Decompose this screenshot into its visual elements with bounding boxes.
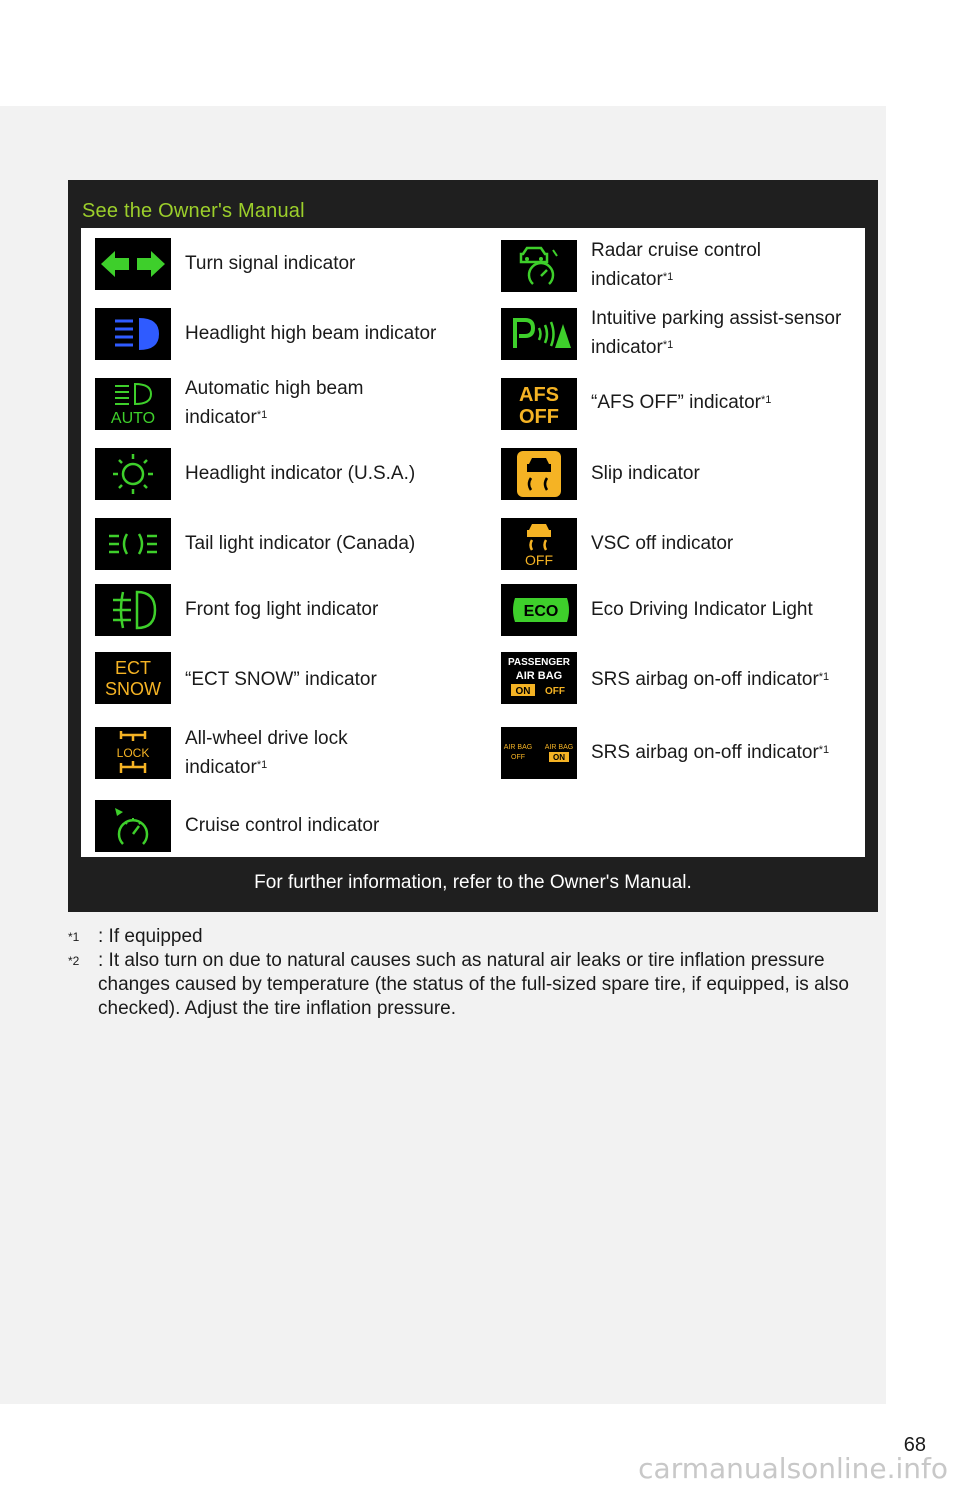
indicator-label-line1: Automatic high beam	[185, 378, 364, 399]
indicator-item-auto-high-beam	[95, 374, 475, 432]
indicator-row	[81, 306, 865, 362]
headlight-sun-icon	[95, 448, 171, 500]
parking-assist-icon	[501, 308, 577, 360]
radar-cruise-icon	[501, 240, 577, 292]
indicator-row	[81, 374, 865, 432]
indicator-item-srs-airbag-2	[501, 724, 865, 784]
footnote-mark	[68, 949, 79, 979]
indicator-row	[81, 582, 865, 638]
footnote-ref: *1	[818, 671, 830, 683]
indicator-label: Headlight indicator (U.S.A.)	[185, 463, 416, 484]
icon-text: AUTO	[110, 410, 156, 427]
icon-text: LOCK	[116, 746, 150, 760]
indicator-row	[81, 236, 865, 292]
indicator-item-cruise	[95, 796, 475, 852]
indicator-item-front-fog	[95, 582, 475, 638]
icon-text: OFF	[511, 754, 525, 761]
footnote-item	[68, 949, 888, 1021]
footnote-text: : If equipped	[98, 926, 203, 947]
indicator-label	[591, 738, 829, 767]
indicator-item-radar-cruise	[501, 236, 865, 292]
indicator-label-text: indicator	[185, 407, 257, 428]
indicator-label-text: indicator	[591, 269, 663, 290]
indicator-label-text: SRS airbag on-off indicator	[591, 742, 819, 763]
front-fog-icon	[95, 584, 171, 636]
icon-text: ECO	[523, 603, 559, 620]
indicator-item-awd-lock	[95, 724, 475, 784]
indicator-row	[81, 724, 865, 784]
icon-text: ON	[515, 686, 531, 697]
indicator-label: Cruise control indicator	[185, 815, 380, 836]
indicator-label: “ECT SNOW” indicator	[185, 669, 377, 690]
footnote-item	[68, 925, 888, 949]
footnote-text: : It also turn on due to natural causes such as natural air leaks or tire inflation pressure changes caused by temperature (the status of the full-sized spare tire, if equipped, is also checked). Adjust the tire inflation pressure.	[98, 950, 849, 1019]
indicator-label: VSC off indicator	[591, 533, 734, 554]
indicator-label-line1: Radar cruise control	[591, 240, 762, 261]
indicator-panel	[68, 180, 878, 912]
footnotes	[68, 925, 888, 1021]
footnote-ref: *1	[818, 744, 830, 756]
indicator-label	[591, 665, 829, 694]
icon-text: AIR BAG	[503, 744, 533, 751]
indicator-label-text: indicator	[591, 337, 663, 358]
indicator-label-text: indicator	[185, 757, 257, 778]
icon-text: ON	[553, 753, 565, 762]
indicator-label-text: “AFS OFF” indicator	[591, 392, 761, 413]
indicator-row	[81, 516, 865, 572]
indicator-label	[185, 724, 348, 782]
icon-text: AFS	[519, 384, 559, 406]
icon-text: SNOW	[105, 679, 161, 699]
indicator-row	[81, 446, 865, 502]
indicator-label-text: SRS airbag on-off indicator	[591, 669, 819, 690]
vsc-off-icon	[501, 518, 577, 570]
icon-text: PASSENGER	[507, 657, 571, 668]
cruise-control-icon	[95, 800, 171, 852]
tail-light-icon	[95, 518, 171, 570]
indicator-label: Tail light indicator (Canada)	[185, 533, 416, 554]
indicator-item-srs-airbag-1	[501, 648, 865, 708]
auto-high-beam-icon	[95, 378, 171, 430]
indicator-grid	[81, 228, 865, 857]
indicator-label	[591, 388, 771, 417]
awd-lock-icon	[95, 727, 171, 779]
footnote-ref: *1	[760, 394, 772, 406]
indicator-label-line2	[185, 403, 364, 432]
indicator-item-vsc-off	[501, 516, 865, 572]
footnote-mark-text: *2	[68, 954, 80, 968]
footnote-ref: *1	[662, 271, 674, 283]
indicator-label	[185, 374, 364, 432]
indicator-item-eco	[501, 582, 865, 638]
indicator-item-headlight	[95, 446, 475, 502]
icon-text: OFF	[519, 406, 559, 428]
panel-header	[82, 194, 864, 226]
icon-text: OFF	[545, 686, 565, 697]
indicator-label: Headlight high beam indicator	[185, 323, 437, 344]
footnote-ref: *1	[662, 339, 674, 351]
passenger-airbag-icon	[501, 652, 577, 704]
page-number: 68	[903, 1434, 926, 1456]
airbag-on-off-icon	[501, 727, 577, 779]
indicator-row	[81, 648, 865, 708]
icon-text: AIR BAG	[515, 670, 563, 682]
indicator-item-afs-off	[501, 374, 865, 432]
indicator-label: Eco Driving Indicator Light	[591, 599, 813, 620]
indicator-label-line1: All-wheel drive lock	[185, 728, 348, 749]
indicator-label: Front fog light indicator	[185, 599, 379, 620]
indicator-item-ect-snow	[95, 648, 475, 708]
indicator-item-high-beam	[95, 306, 475, 362]
footnote-ref: *1	[256, 759, 268, 771]
panel-title: See the Owner's Manual	[82, 200, 305, 222]
slip-car-icon	[501, 448, 577, 500]
ect-snow-icon	[95, 652, 171, 704]
indicator-label-line1: Intuitive parking assist-sensor	[591, 308, 842, 329]
indicator-label	[591, 304, 841, 362]
indicator-label-line2	[185, 753, 348, 782]
footnote-ref: *1	[256, 409, 268, 421]
indicator-label-line2	[591, 333, 841, 362]
panel-footer: For further information, refer to the Owner's Manual.	[254, 872, 692, 893]
icon-text: ECT	[115, 658, 151, 678]
indicator-label	[591, 236, 761, 294]
indicator-item-tail-light	[95, 516, 475, 572]
eco-icon	[501, 584, 577, 636]
indicator-label: Slip indicator	[591, 463, 700, 484]
icon-text: OFF	[525, 552, 553, 568]
icon-text: AIR BAG	[544, 744, 574, 751]
indicator-label-line2	[591, 265, 761, 294]
footnote-mark-text: *1	[68, 930, 80, 944]
indicator-item-slip	[501, 446, 865, 502]
indicator-row	[81, 796, 865, 852]
indicator-item-turn-signal	[95, 236, 475, 292]
indicator-item-parking-assist	[501, 306, 865, 362]
afs-off-icon	[501, 378, 577, 430]
turn-signal-arrows-icon	[95, 238, 171, 290]
watermark: carmanualsonline.info	[638, 1452, 948, 1485]
indicator-label: Turn signal indicator	[185, 253, 356, 274]
high-beam-icon	[95, 308, 171, 360]
